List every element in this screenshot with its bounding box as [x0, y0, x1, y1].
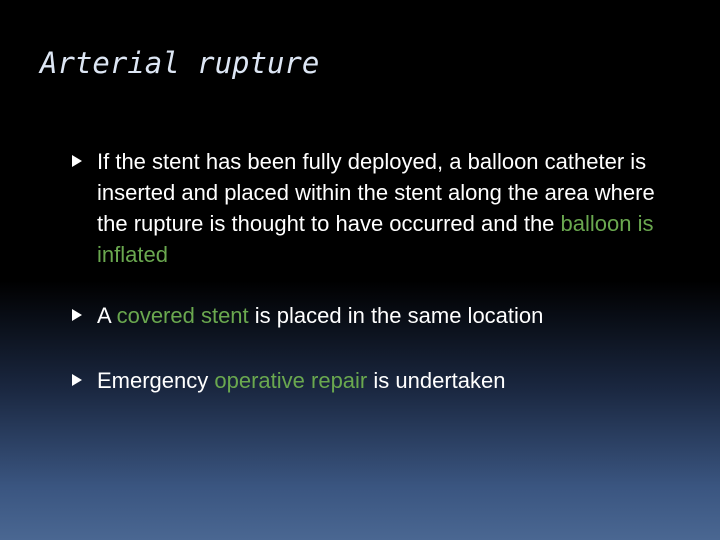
bullet-highlight: operative repair: [214, 368, 368, 393]
bullet-text: A: [97, 303, 117, 328]
bullet-arrow-icon: [72, 309, 82, 321]
bullet-item: [72, 146, 682, 270]
slide-title: Arterial rupture: [40, 46, 320, 80]
bullet-highlight: balloon is inflated: [97, 211, 654, 267]
bullet-text: If the stent has been fully deployed, a balloon catheter is inserted and placed within the stent along the area where the rupture is thought to have occurred and the: [97, 149, 655, 236]
bullet-list: [72, 146, 682, 396]
bullet-item: [72, 365, 682, 396]
bullet-text-after: is placed in the same location: [248, 303, 544, 328]
bullet-item: [72, 300, 682, 331]
bullet-text: Emergency: [97, 368, 215, 393]
bullet-arrow-icon: [72, 155, 82, 167]
bullet-text-after: is undertaken: [367, 368, 506, 393]
bullet-highlight: covered stent: [116, 303, 249, 328]
bullet-arrow-icon: [72, 374, 82, 386]
